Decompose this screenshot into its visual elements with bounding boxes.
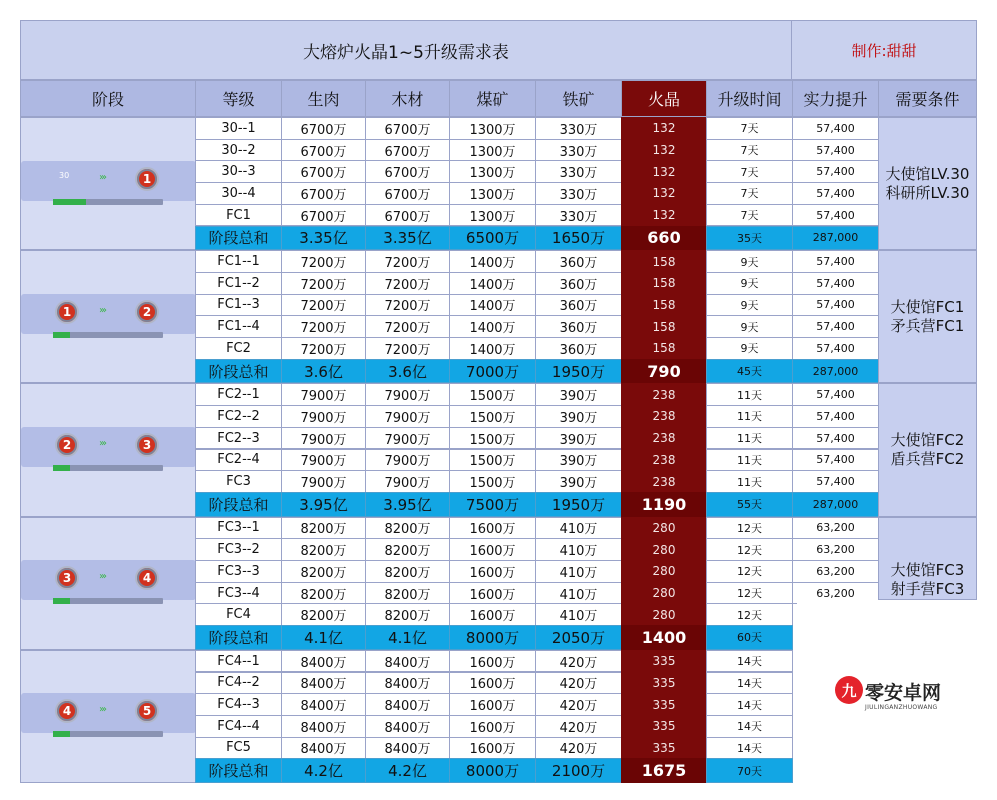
table-cell: 280 xyxy=(621,538,707,561)
table-cell: 420万 xyxy=(535,737,622,760)
level-to-badge-icon: 3 xyxy=(135,433,159,457)
table-cell: 1600万 xyxy=(449,672,536,695)
table-cell: FC2--2 xyxy=(195,405,282,428)
table-cell: 57,400 xyxy=(792,272,879,295)
table-cell: 12天 xyxy=(706,560,793,583)
table-cell: 57,400 xyxy=(792,294,879,317)
table-cell: 7天 xyxy=(706,182,793,205)
table-cell: 7天 xyxy=(706,139,793,162)
table-cell: 7200万 xyxy=(365,294,450,317)
table-cell: 1300万 xyxy=(449,160,536,183)
stage-progress-fill xyxy=(53,465,70,471)
level-to-badge-icon: 1 xyxy=(135,167,159,191)
table-cell: 7900万 xyxy=(365,427,450,450)
table-cell: 57,400 xyxy=(792,449,879,472)
level-from-badge-icon: 4 xyxy=(55,699,79,723)
table-cell: 57,400 xyxy=(792,139,879,162)
level-from-badge-icon: 2 xyxy=(55,433,79,457)
table-cell: 360万 xyxy=(535,294,622,317)
table-cell: 330万 xyxy=(535,182,622,205)
table-cell: 11天 xyxy=(706,449,793,472)
sum-cell: 3.35亿 xyxy=(365,226,450,251)
table-cell: 14天 xyxy=(706,650,793,673)
stage-progress-bar xyxy=(53,598,163,604)
condition-cell xyxy=(878,383,977,516)
table-cell: 8400万 xyxy=(365,693,450,716)
table-cell: 11天 xyxy=(706,405,793,428)
header-6: 火晶 xyxy=(621,80,707,117)
table-cell: FC2--4 xyxy=(195,449,282,472)
sum-cell: 3.6亿 xyxy=(365,359,450,384)
table-cell: FC1--1 xyxy=(195,250,282,273)
header-9: 需要条件 xyxy=(878,80,977,117)
table-cell: FC1--4 xyxy=(195,315,282,338)
table-cell: FC3--2 xyxy=(195,538,282,561)
table-cell: 6700万 xyxy=(281,139,366,162)
table-cell: 7900万 xyxy=(281,405,366,428)
table-cell: FC2 xyxy=(195,337,282,360)
level-to-badge-icon: 2 xyxy=(135,300,159,324)
table-cell: 335 xyxy=(621,693,707,716)
table-cell: 63,200 xyxy=(792,538,879,561)
condition-cell xyxy=(878,250,977,383)
progress-arrow-icon: ››› xyxy=(99,704,105,716)
table-cell: 8200万 xyxy=(281,538,366,561)
sum-cell: 3.6亿 xyxy=(281,359,366,384)
stage-progress-fill xyxy=(53,731,70,737)
table-cell: 1600万 xyxy=(449,538,536,561)
sum-cell: 1190 xyxy=(621,492,707,517)
level-from-badge-icon: 30 xyxy=(59,170,70,180)
sum-cell: 55天 xyxy=(706,492,793,517)
table-cell: 1500万 xyxy=(449,449,536,472)
table-cell: 158 xyxy=(621,250,707,273)
table-cell: 360万 xyxy=(535,337,622,360)
table-cell: 238 xyxy=(621,405,707,428)
table-cell: 335 xyxy=(621,715,707,738)
stage-cell xyxy=(20,383,196,516)
table-cell: 132 xyxy=(621,139,707,162)
table-cell: 8200万 xyxy=(281,603,366,626)
table-cell: 8400万 xyxy=(281,650,366,673)
table-cell: 420万 xyxy=(535,715,622,738)
sum-cell: 阶段总和 xyxy=(195,492,282,517)
table-cell: 57,400 xyxy=(792,405,879,428)
table-cell: 6700万 xyxy=(281,117,366,140)
table-cell: 6700万 xyxy=(365,204,450,227)
sum-cell: 2050万 xyxy=(535,625,622,650)
stage-progress-fill xyxy=(53,332,70,338)
table-cell: 6700万 xyxy=(281,160,366,183)
table-cell: 8200万 xyxy=(281,560,366,583)
table-cell: 1500万 xyxy=(449,427,536,450)
table-cell: 1400万 xyxy=(449,337,536,360)
table-cell: 30--2 xyxy=(195,139,282,162)
table-cell: 11天 xyxy=(706,383,793,406)
table-cell: 280 xyxy=(621,560,707,583)
table-cell: 1400万 xyxy=(449,250,536,273)
table-cell: 6700万 xyxy=(365,139,450,162)
table-cell: 9天 xyxy=(706,250,793,273)
sum-cell: 4.1亿 xyxy=(365,625,450,650)
table-cell: FC5 xyxy=(195,737,282,760)
table-cell: 9天 xyxy=(706,272,793,295)
sum-cell: 35天 xyxy=(706,226,793,251)
header-1: 等级 xyxy=(195,80,282,117)
table-cell: 7天 xyxy=(706,160,793,183)
table-cell: 410万 xyxy=(535,603,622,626)
logo-circle-icon: 九 xyxy=(835,676,863,704)
sum-cell: 287,000 xyxy=(792,359,879,384)
sum-cell: 阶段总和 xyxy=(195,758,282,783)
condition-text: 矛兵营FC1 xyxy=(890,316,965,335)
table-cell: 8400万 xyxy=(281,672,366,695)
table-cell: 6700万 xyxy=(281,182,366,205)
table-cell: 14天 xyxy=(706,672,793,695)
table-cell: 1600万 xyxy=(449,603,536,626)
sum-cell: 287,000 xyxy=(792,226,879,251)
table-cell: 57,400 xyxy=(792,204,879,227)
stage-banner xyxy=(21,560,196,600)
table-cell: 7900万 xyxy=(281,427,366,450)
table-cell: 7200万 xyxy=(281,337,366,360)
table-cell: 410万 xyxy=(535,517,622,540)
sum-cell: 1950万 xyxy=(535,492,622,517)
table-cell: FC2--3 xyxy=(195,427,282,450)
table-cell: 1400万 xyxy=(449,294,536,317)
header-2: 生肉 xyxy=(281,80,366,117)
table-cell: 1500万 xyxy=(449,383,536,406)
table-cell: 1400万 xyxy=(449,315,536,338)
table-cell: 158 xyxy=(621,315,707,338)
stage-progress-bar xyxy=(53,199,163,205)
table-cell: 360万 xyxy=(535,250,622,273)
table-cell: 8400万 xyxy=(281,693,366,716)
table-cell: 7200万 xyxy=(365,315,450,338)
table-cell: 30--3 xyxy=(195,160,282,183)
condition-cell xyxy=(878,517,977,600)
sum-cell: 4.1亿 xyxy=(281,625,366,650)
sum-cell: 8000万 xyxy=(449,625,536,650)
condition-text: 科研所LV.30 xyxy=(885,183,970,202)
table-cell: 7900万 xyxy=(281,383,366,406)
table-cell: 7天 xyxy=(706,204,793,227)
table-cell: 7900万 xyxy=(365,449,450,472)
table-cell: 238 xyxy=(621,383,707,406)
sum-cell: 660 xyxy=(621,226,707,251)
stage-progress-fill xyxy=(53,598,70,604)
table-cell: 390万 xyxy=(535,405,622,428)
table-cell: 7900万 xyxy=(281,449,366,472)
table-cell: 30--1 xyxy=(195,117,282,140)
table-cell: 63,200 xyxy=(792,517,879,540)
table-cell: 1600万 xyxy=(449,715,536,738)
table-cell: 7900万 xyxy=(365,470,450,493)
table-cell: 6700万 xyxy=(365,117,450,140)
table-cell: FC4--2 xyxy=(195,672,282,695)
sum-cell: 287,000 xyxy=(792,492,879,517)
table-cell: FC4--4 xyxy=(195,715,282,738)
table-cell: 132 xyxy=(621,117,707,140)
table-cell: 280 xyxy=(621,582,707,605)
table-cell: 1600万 xyxy=(449,650,536,673)
table-cell: 8400万 xyxy=(365,672,450,695)
stage-banner xyxy=(21,427,196,467)
progress-arrow-icon: ››› xyxy=(99,437,105,449)
table-cell: 11天 xyxy=(706,470,793,493)
table-cell: 14天 xyxy=(706,737,793,760)
table-cell: 8200万 xyxy=(365,538,450,561)
sum-cell: 1650万 xyxy=(535,226,622,251)
table-cell: FC3--3 xyxy=(195,560,282,583)
sum-cell: 60天 xyxy=(706,625,793,650)
table-cell: 57,400 xyxy=(792,383,879,406)
table-cell: 57,400 xyxy=(792,315,879,338)
table-cell: FC3 xyxy=(195,470,282,493)
table-cell: 9天 xyxy=(706,294,793,317)
condition-text: 大使馆LV.30 xyxy=(885,164,970,183)
stage-banner xyxy=(21,294,196,334)
table-cell: 57,400 xyxy=(792,117,879,140)
table-cell: 7200万 xyxy=(281,294,366,317)
table-cell: 158 xyxy=(621,272,707,295)
sum-cell: 70天 xyxy=(706,758,793,783)
table-cell: 8200万 xyxy=(281,517,366,540)
table-cell: 6700万 xyxy=(281,204,366,227)
table-cell: 63,200 xyxy=(792,582,879,605)
header-8: 实力提升 xyxy=(792,80,879,117)
sum-cell: 1675 xyxy=(621,758,707,783)
table-cell: 57,400 xyxy=(792,160,879,183)
table-cell: 1500万 xyxy=(449,470,536,493)
sum-cell: 2100万 xyxy=(535,758,622,783)
sum-cell: 1400 xyxy=(621,625,707,650)
table-cell: 330万 xyxy=(535,204,622,227)
table-cell: 9天 xyxy=(706,315,793,338)
sum-cell: 3.95亿 xyxy=(365,492,450,517)
table-cell: 57,400 xyxy=(792,182,879,205)
stage-progress-bar xyxy=(53,332,163,338)
table-cell: 360万 xyxy=(535,272,622,295)
table-cell: 63,200 xyxy=(792,560,879,583)
table-cell: 410万 xyxy=(535,582,622,605)
sum-cell: 8000万 xyxy=(449,758,536,783)
table-cell: FC3--1 xyxy=(195,517,282,540)
table-cell: 7200万 xyxy=(365,250,450,273)
table-cell: 8400万 xyxy=(365,650,450,673)
sum-cell: 阶段总和 xyxy=(195,226,282,251)
table-cell: 330万 xyxy=(535,139,622,162)
table-cell: FC1--3 xyxy=(195,294,282,317)
table-cell: 1600万 xyxy=(449,582,536,605)
table-cell: 280 xyxy=(621,517,707,540)
table-cell: FC1 xyxy=(195,204,282,227)
stage-banner xyxy=(21,161,196,201)
table-cell: 30--4 xyxy=(195,182,282,205)
header-5: 铁矿 xyxy=(535,80,622,117)
table-cell: 8200万 xyxy=(365,560,450,583)
table-cell: 7200万 xyxy=(365,272,450,295)
table-cell: 12天 xyxy=(706,538,793,561)
table-cell: 7200万 xyxy=(365,337,450,360)
sum-cell: 阶段总和 xyxy=(195,359,282,384)
table-cell: 330万 xyxy=(535,117,622,140)
table-cell: 6700万 xyxy=(365,160,450,183)
table-cell: 57,400 xyxy=(792,427,879,450)
table-cell: 11天 xyxy=(706,427,793,450)
stage-banner xyxy=(21,693,196,733)
table-cell: 57,400 xyxy=(792,470,879,493)
table-cell: 238 xyxy=(621,427,707,450)
logo-subtext: JIULINGANZHUOWANG xyxy=(865,704,938,711)
table-cell: 7200万 xyxy=(281,250,366,273)
table-cell: FC4--3 xyxy=(195,693,282,716)
table-cell: 390万 xyxy=(535,449,622,472)
header-0: 阶段 xyxy=(20,80,196,117)
table-cell: 7200万 xyxy=(281,272,366,295)
table-cell: 8200万 xyxy=(365,582,450,605)
table-cell: 8200万 xyxy=(365,603,450,626)
condition-text: 大使馆FC2 xyxy=(890,430,965,449)
condition-text: 大使馆FC1 xyxy=(890,297,965,316)
table-cell: 8200万 xyxy=(365,517,450,540)
table-cell: 420万 xyxy=(535,693,622,716)
table-cell: 12天 xyxy=(706,603,793,626)
table-cell: 8400万 xyxy=(281,715,366,738)
level-from-badge-icon: 3 xyxy=(55,566,79,590)
table-cell: 12天 xyxy=(706,517,793,540)
table-cell: 132 xyxy=(621,204,707,227)
stage-progress-bar xyxy=(53,731,163,737)
table-cell: 9天 xyxy=(706,337,793,360)
table-cell: FC4 xyxy=(195,603,282,626)
progress-arrow-icon: ››› xyxy=(99,171,105,183)
table-cell: 420万 xyxy=(535,672,622,695)
sum-cell: 3.95亿 xyxy=(281,492,366,517)
table-cell: 410万 xyxy=(535,560,622,583)
table-cell: 1300万 xyxy=(449,117,536,140)
table-cell: FC2--1 xyxy=(195,383,282,406)
table-cell: 390万 xyxy=(535,470,622,493)
table-cell: 330万 xyxy=(535,160,622,183)
page-title: 大熔炉火晶1~5升级需求表 xyxy=(20,20,792,80)
table-cell: 280 xyxy=(621,603,707,626)
table-cell: 8400万 xyxy=(365,715,450,738)
table-cell: 335 xyxy=(621,672,707,695)
table-cell: 7900万 xyxy=(281,470,366,493)
sum-cell: 7500万 xyxy=(449,492,536,517)
header-7: 升级时间 xyxy=(706,80,793,117)
table-cell: 132 xyxy=(621,160,707,183)
table-cell: FC1--2 xyxy=(195,272,282,295)
condition-text: 大使馆FC3 xyxy=(890,560,965,579)
sum-cell: 45天 xyxy=(706,359,793,384)
table-cell: 158 xyxy=(621,337,707,360)
sum-cell: 4.2亿 xyxy=(281,758,366,783)
condition-text: 射手营FC3 xyxy=(890,579,965,598)
progress-arrow-icon: ››› xyxy=(99,304,105,316)
table-cell: 1600万 xyxy=(449,560,536,583)
condition-text: 盾兵营FC2 xyxy=(890,449,965,468)
sum-cell: 4.2亿 xyxy=(365,758,450,783)
table-cell: 1600万 xyxy=(449,693,536,716)
table-cell: 57,400 xyxy=(792,337,879,360)
sum-cell: 阶段总和 xyxy=(195,625,282,650)
condition-cell xyxy=(878,117,977,250)
table-cell: 390万 xyxy=(535,427,622,450)
stage-cell xyxy=(20,250,196,383)
table-cell: 158 xyxy=(621,294,707,317)
site-logo xyxy=(835,676,965,726)
table-cell: 1300万 xyxy=(449,182,536,205)
table-cell: 1600万 xyxy=(449,517,536,540)
table-cell: 14天 xyxy=(706,715,793,738)
table-cell: 335 xyxy=(621,650,707,673)
table-cell: 238 xyxy=(621,470,707,493)
header-4: 煤矿 xyxy=(449,80,536,117)
sum-cell: 1950万 xyxy=(535,359,622,384)
table-cell: 8400万 xyxy=(365,737,450,760)
stage-cell xyxy=(20,650,196,783)
table-cell: 6700万 xyxy=(365,182,450,205)
table-cell: 7天 xyxy=(706,117,793,140)
table-cell: 335 xyxy=(621,737,707,760)
table-cell: 420万 xyxy=(535,650,622,673)
table-cell: 8200万 xyxy=(281,582,366,605)
stage-progress-bar xyxy=(53,465,163,471)
level-to-badge-icon: 4 xyxy=(135,566,159,590)
table-cell: 1300万 xyxy=(449,204,536,227)
table-cell: 12天 xyxy=(706,582,793,605)
logo-text: 零安卓网 xyxy=(865,682,942,704)
table-cell: 238 xyxy=(621,449,707,472)
sum-cell: 790 xyxy=(621,359,707,384)
sum-cell: 3.35亿 xyxy=(281,226,366,251)
level-to-badge-icon: 5 xyxy=(135,699,159,723)
level-from-badge-icon: 1 xyxy=(55,300,79,324)
table-cell: FC3--4 xyxy=(195,582,282,605)
author-label: 制作:甜甜 xyxy=(791,20,977,80)
table-cell: FC4--1 xyxy=(195,650,282,673)
table-cell: 7900万 xyxy=(365,383,450,406)
table-cell: 360万 xyxy=(535,315,622,338)
table-cell: 410万 xyxy=(535,538,622,561)
table-cell: 7900万 xyxy=(365,405,450,428)
header-3: 木材 xyxy=(365,80,450,117)
table-cell: 14天 xyxy=(706,693,793,716)
table-cell: 1400万 xyxy=(449,272,536,295)
table-cell: 1500万 xyxy=(449,405,536,428)
table-cell: 132 xyxy=(621,182,707,205)
table-cell: 57,400 xyxy=(792,250,879,273)
table-cell: 8400万 xyxy=(281,737,366,760)
table-cell: 390万 xyxy=(535,383,622,406)
table-cell: 1600万 xyxy=(449,737,536,760)
sum-cell: 6500万 xyxy=(449,226,536,251)
stage-progress-fill xyxy=(53,199,86,205)
progress-arrow-icon: ››› xyxy=(99,571,105,583)
stage-cell xyxy=(20,117,196,250)
table-cell: 1300万 xyxy=(449,139,536,162)
stage-cell xyxy=(20,517,196,650)
sum-cell: 7000万 xyxy=(449,359,536,384)
table-cell: 7200万 xyxy=(281,315,366,338)
